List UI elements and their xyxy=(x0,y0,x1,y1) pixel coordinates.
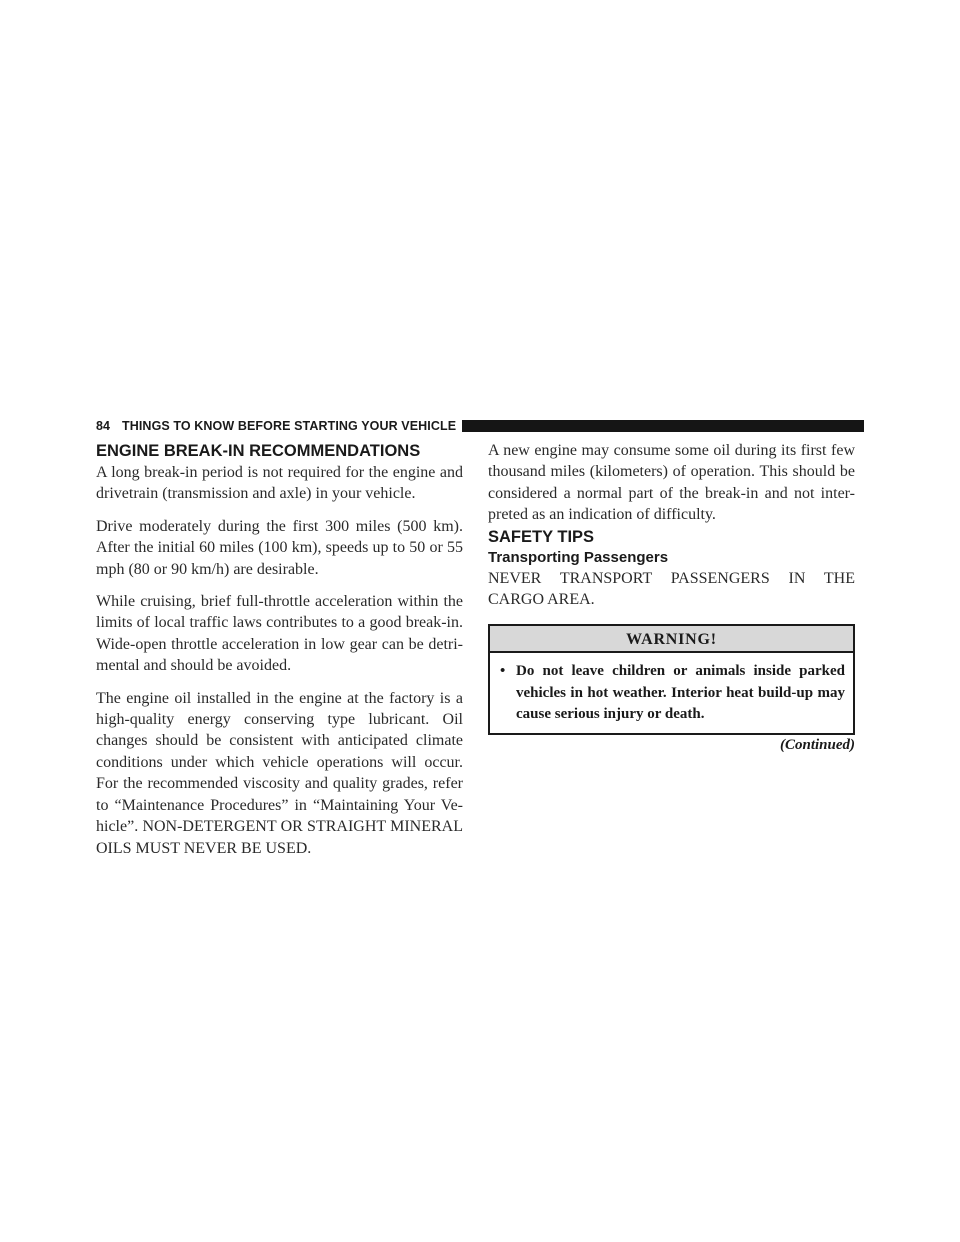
transporting-passengers-subheading: Transporting Passengers xyxy=(488,548,669,566)
warning-item xyxy=(500,661,845,725)
cargo-area-notice: NEVER TRANSPORT PASSENGERS IN THE CARGO AREA. xyxy=(488,569,855,609)
page-header xyxy=(96,416,864,438)
paragraph-engine-oil: The engine oil installed in the engine at the factory is a high-quality energy conserving type lubricant. Oil changes should be consistent with anticipated climate conditions under which vehicle operations will occur. For the recommended viscosity and quality grades, refer to “Maintenance Procedures” in “Maintaining Your Ve-hicle”. NON-DETERGENT OR STRAIGHT MINERAL OILS MUST NEVER BE USED. xyxy=(96,689,463,857)
paragraph-break-in-period: A long break-in period is not required for the engine and drivetrain (transmission and axle) in your vehicle. xyxy=(96,464,463,503)
continued-label: (Continued) xyxy=(779,736,855,753)
warning-box xyxy=(488,624,855,734)
paragraph-cruising: While cruising, brief full-throttle acceleration within the limits of local traffic laws contributes to a good break-in. Wide-open throttle acceleration in low gear can be detri-mental and should be avoided. xyxy=(96,593,463,675)
engine-break-in-heading: ENGINE BREAK-IN RECOMMENDATIONS xyxy=(96,442,421,460)
section-title: THINGS TO KNOW BEFORE STARTING YOUR VEHICLE xyxy=(122,419,457,433)
warning-body xyxy=(490,653,853,732)
warning-text: Do not leave children or animals inside parked vehicles in hot weather. Interior heat build-up may cause serious injury or death. xyxy=(516,663,845,723)
warning-title: WARNING! xyxy=(490,626,853,653)
right-column xyxy=(488,440,855,755)
page-number: 84 xyxy=(96,419,111,433)
left-column xyxy=(96,440,463,859)
bullet-icon: • xyxy=(500,663,506,680)
header-rule xyxy=(462,420,864,432)
safety-tips-heading: SAFETY TIPS xyxy=(488,527,595,546)
paragraph-oil-consumption: A new engine may consume some oil during its first few thousand miles (kilometers) of operation. This should be considered a normal part of the break-in and not inter-preted as an indication of difficulty. xyxy=(488,442,855,524)
paragraph-drive-moderately: Drive moderately during the first 300 miles (500 km). After the initial 60 miles (100 km), speeds up to 50 or 55 mph (80 or 90 km/h) are desirable. xyxy=(96,517,463,578)
